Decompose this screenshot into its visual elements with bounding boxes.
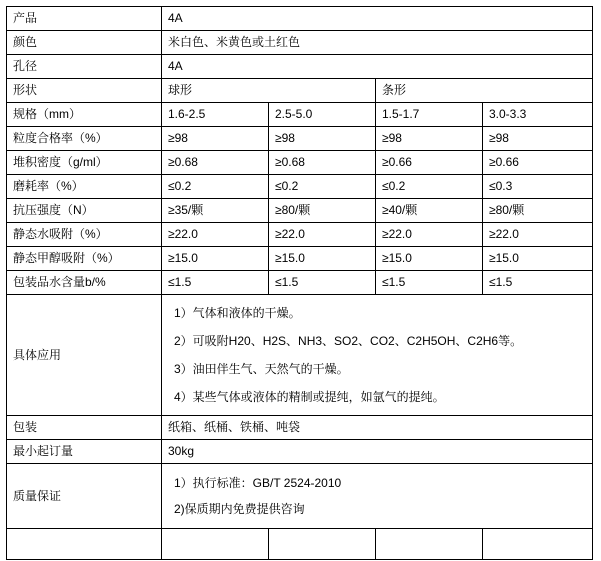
row-value: ≤1.5 (162, 271, 269, 295)
table-row (7, 79, 593, 103)
row-value: ≥15.0 (376, 247, 483, 271)
row-value: 条形 (376, 79, 593, 103)
row-value: ≥35/颗 (162, 199, 269, 223)
row-value: 30kg (162, 440, 593, 464)
table-row (7, 199, 593, 223)
row-label: 包装 (7, 416, 162, 440)
row-value: 纸箱、纸桶、铁桶、吨袋 (162, 416, 593, 440)
row-value: 1.6-2.5 (162, 103, 269, 127)
row-value: ≥0.68 (162, 151, 269, 175)
row-label: 静态甲醇吸附（%） (7, 247, 162, 271)
blank-cell (376, 529, 483, 560)
table-row (7, 247, 593, 271)
row-value: ≥22.0 (483, 223, 593, 247)
row-value: 4A (162, 55, 593, 79)
row-value: ≥0.66 (376, 151, 483, 175)
row-value: ≥98 (162, 127, 269, 151)
row-label: 堆积密度（g/ml） (7, 151, 162, 175)
table-row-packaging (7, 416, 593, 440)
row-label: 质量保证 (7, 464, 162, 529)
quality-line: 2)保质期内免费提供咨询 (174, 502, 305, 516)
table-row (7, 103, 593, 127)
row-label: 具体应用 (7, 295, 162, 416)
row-value: ≥98 (376, 127, 483, 151)
row-label: 形状 (7, 79, 162, 103)
application-line: 2）可吸附H20、H2S、NH3、SO2、CO2、C2H5OH、C2H6等。 (174, 334, 523, 348)
table-row (7, 271, 593, 295)
row-value: ≤0.3 (483, 175, 593, 199)
table-row-moq (7, 440, 593, 464)
row-value: ≥0.68 (269, 151, 376, 175)
table-row (7, 31, 593, 55)
row-label: 磨耗率（%） (7, 175, 162, 199)
row-value: 3.0-3.3 (483, 103, 593, 127)
row-label: 粒度合格率（%） (7, 127, 162, 151)
table-row-quality (7, 464, 593, 529)
row-value: ≥80/颗 (483, 199, 593, 223)
row-value: 球形 (162, 79, 376, 103)
table-row (7, 127, 593, 151)
row-label: 颜色 (7, 31, 162, 55)
table-row (7, 151, 593, 175)
application-line: 3）油田伴生气、天然气的干燥。 (174, 362, 349, 376)
row-value: 1.5-1.7 (376, 103, 483, 127)
row-value: 4A (162, 7, 593, 31)
quality-list (162, 464, 593, 529)
table-row (7, 55, 593, 79)
row-value: ≥22.0 (269, 223, 376, 247)
table-row-blank (7, 529, 593, 560)
table-row (7, 7, 593, 31)
blank-cell (483, 529, 593, 560)
row-label: 包装品水含量b/% (7, 271, 162, 295)
row-value: ≤1.5 (376, 271, 483, 295)
row-label: 静态水吸附（%） (7, 223, 162, 247)
row-value: ≤1.5 (483, 271, 593, 295)
table-row-application (7, 295, 593, 416)
product-spec-table (6, 6, 593, 560)
row-value: 2.5-5.0 (269, 103, 376, 127)
table-row (7, 175, 593, 199)
row-value: ≤0.2 (162, 175, 269, 199)
application-line: 4）某些气体或液体的精制或提纯，如氩气的提纯。 (174, 390, 445, 404)
blank-cell (7, 529, 162, 560)
row-value: 米白色、米黄色或土红色 (162, 31, 593, 55)
application-list (162, 295, 593, 416)
application-line: 1）气体和液体的干燥。 (174, 306, 301, 320)
table-row (7, 223, 593, 247)
blank-cell (162, 529, 269, 560)
row-label: 抗压强度（N） (7, 199, 162, 223)
row-value: ≤0.2 (376, 175, 483, 199)
row-value: ≥0.66 (483, 151, 593, 175)
row-value: ≤1.5 (269, 271, 376, 295)
row-value: ≥15.0 (269, 247, 376, 271)
row-label: 孔径 (7, 55, 162, 79)
row-value: ≥98 (483, 127, 593, 151)
quality-line: 1）执行标准：GB/T 2524-2010 (174, 476, 342, 490)
row-value: ≤0.2 (269, 175, 376, 199)
row-value: ≥22.0 (376, 223, 483, 247)
row-value: ≥15.0 (162, 247, 269, 271)
row-value: ≥22.0 (162, 223, 269, 247)
row-value: ≥40/颗 (376, 199, 483, 223)
row-value: ≥80/颗 (269, 199, 376, 223)
row-label: 产品 (7, 7, 162, 31)
row-value: ≥15.0 (483, 247, 593, 271)
row-label: 最小起订量 (7, 440, 162, 464)
row-value: ≥98 (269, 127, 376, 151)
blank-cell (269, 529, 376, 560)
row-label: 规格（mm） (7, 103, 162, 127)
